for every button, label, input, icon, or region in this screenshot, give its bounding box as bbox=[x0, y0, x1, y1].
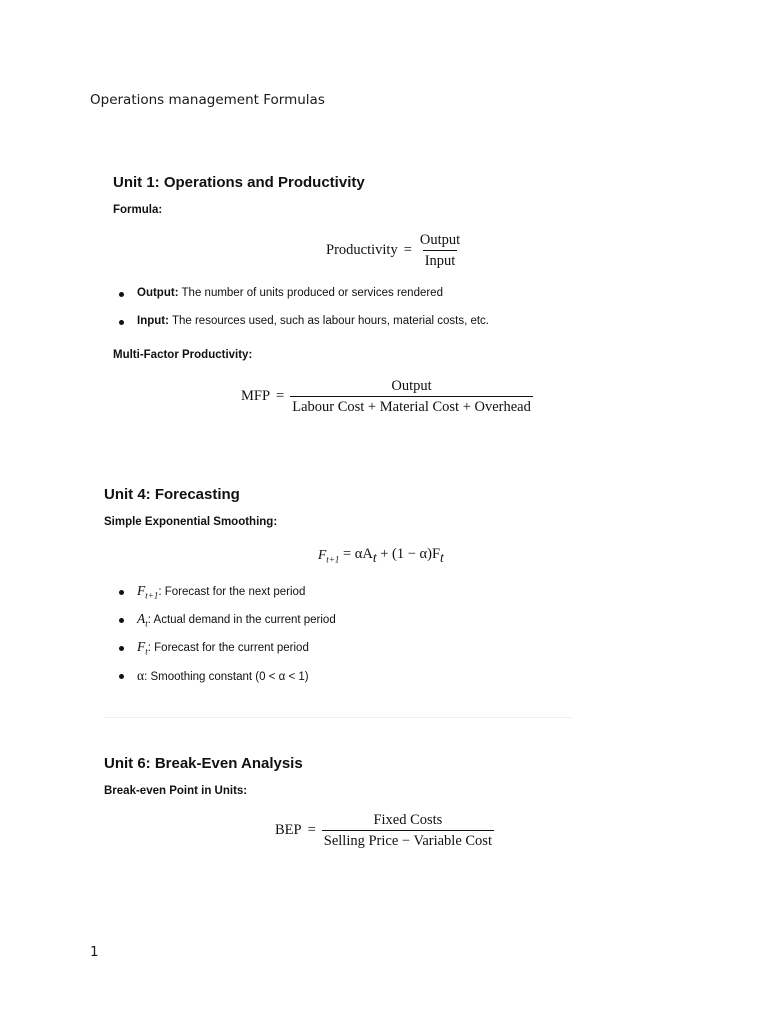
unit4-heading: Unit 4: Forecasting bbox=[104, 486, 240, 503]
bullet-icon bbox=[119, 674, 124, 679]
equals-sign: = bbox=[403, 242, 412, 258]
bep-formula bbox=[275, 812, 494, 849]
bullet-icon bbox=[119, 292, 124, 297]
bullet-term: Output bbox=[137, 287, 175, 299]
unit6-label: Break-even Point in Units: bbox=[104, 785, 248, 797]
bullet-icon bbox=[119, 320, 124, 325]
bullet-symbol: $A_t$ bbox=[137, 611, 148, 629]
unit4-bullet bbox=[137, 668, 309, 684]
bep-lhs: BEP bbox=[275, 822, 302, 838]
unit4-label: Simple Exponential Smoothing: bbox=[104, 516, 278, 528]
productivity-denominator: Input bbox=[423, 250, 458, 269]
formula-rhs: = $\alpha A_t + (1 - \alpha)F_t$ bbox=[342, 546, 444, 565]
bep-numerator: Fixed Costs bbox=[373, 812, 443, 828]
productivity-numerator: Output bbox=[419, 232, 461, 248]
bullet-desc: : Smoothing constant (0 < α < 1) bbox=[144, 671, 309, 683]
page-number: 1 bbox=[90, 944, 99, 960]
bullet-desc: The number of units produced or services rendered bbox=[181, 287, 443, 299]
bullet-symbol: $F_{t+1}$ bbox=[137, 583, 159, 601]
productivity-formula bbox=[326, 232, 462, 269]
bullet-desc: : Forecast for the next period bbox=[158, 586, 306, 598]
formula-lhs: $F_{t+1}$ bbox=[318, 547, 340, 565]
bullet-desc: : Actual demand in the current period bbox=[147, 614, 336, 626]
unit1-heading: Unit 1: Operations and Productivity bbox=[113, 174, 365, 191]
mfp-lhs: MFP bbox=[241, 388, 271, 404]
mfp-formula bbox=[241, 378, 533, 415]
bep-denominator: Selling Price − Variable Cost bbox=[322, 830, 494, 849]
bullet-term: Input bbox=[137, 315, 166, 327]
section-divider bbox=[104, 717, 572, 718]
equals-sign: = bbox=[307, 822, 316, 838]
unit1-bullet-input: Input: The resources used, such as labour hours, material costs, etc. bbox=[137, 315, 489, 327]
mfp-denominator: Labour Cost + Material Cost + Overhead bbox=[290, 396, 533, 415]
bullet-symbol: $F_t$ bbox=[137, 639, 148, 657]
unit4-bullet bbox=[137, 583, 305, 601]
bullet-desc: : Forecast for the current period bbox=[147, 642, 309, 654]
mfp-label: Multi-Factor Productivity: bbox=[113, 349, 253, 361]
bep-fraction bbox=[322, 812, 494, 849]
unit1-bullet-output: Output: The number of units produced or services rendered bbox=[137, 287, 443, 299]
bullet-symbol: α bbox=[137, 668, 145, 683]
bullet-icon bbox=[119, 646, 124, 651]
document-title: Operations management Formulas bbox=[90, 92, 325, 108]
unit4-bullet bbox=[137, 611, 336, 629]
productivity-lhs: Productivity bbox=[326, 242, 398, 258]
mfp-fraction bbox=[290, 378, 533, 415]
smoothing-formula bbox=[318, 546, 444, 566]
equals-sign: = bbox=[276, 388, 285, 404]
mfp-numerator: Output bbox=[391, 378, 432, 394]
unit4-bullet bbox=[137, 639, 309, 657]
bullet-desc: The resources used, such as labour hours, material costs, etc. bbox=[171, 315, 489, 327]
unit6-heading: Unit 6: Break-Even Analysis bbox=[104, 755, 303, 772]
productivity-fraction bbox=[418, 232, 462, 269]
bullet-icon bbox=[119, 618, 124, 623]
bullet-icon bbox=[119, 590, 124, 595]
unit1-formula-label: Formula: bbox=[113, 204, 163, 216]
